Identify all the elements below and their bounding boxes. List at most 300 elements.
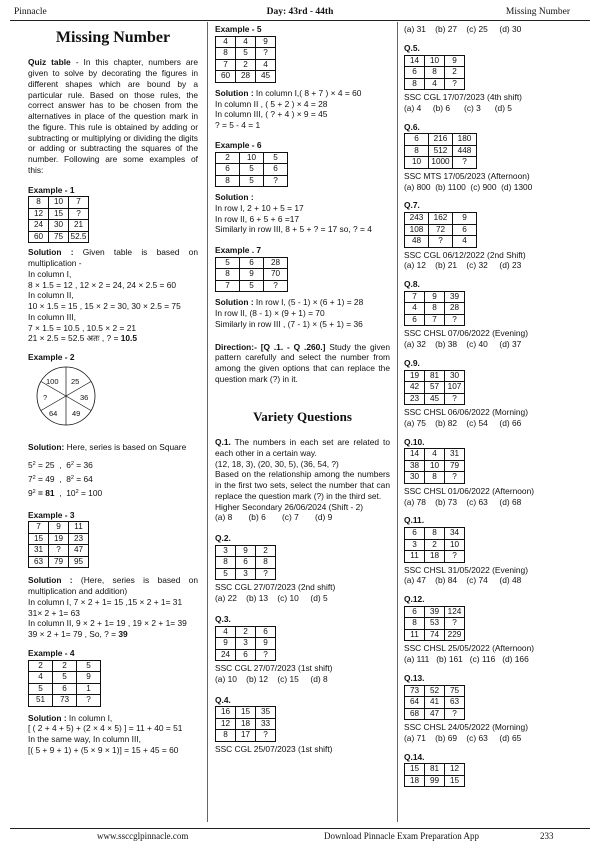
table-cell: 4 xyxy=(453,236,477,248)
table-cell: 5 xyxy=(29,683,53,695)
table-cell: 4 xyxy=(425,449,445,461)
question-source: SSC CHSL 06/06/2022 (Morning) xyxy=(404,407,528,417)
table-cell: 15 xyxy=(29,533,49,545)
table-cell: 8 xyxy=(216,557,236,569)
table-cell: 45 xyxy=(425,393,445,405)
solution-answer: 10.5 xyxy=(120,333,138,344)
table-cell: 31 xyxy=(445,449,465,461)
page-number: 233 xyxy=(540,831,554,841)
section-title: Variety Questions xyxy=(253,408,352,424)
table-row xyxy=(29,197,89,209)
table-cell: ? xyxy=(256,649,276,661)
table-cell: 10 xyxy=(240,152,264,164)
table-row xyxy=(405,134,477,146)
question-source: SSC CHSL 07/06/2022 (Evening) xyxy=(404,328,528,339)
table-row xyxy=(405,460,465,472)
solution-line: In column I, xyxy=(28,268,72,279)
page-footer xyxy=(0,828,600,848)
example-4-table xyxy=(28,660,101,707)
table-cell: ? xyxy=(445,78,465,90)
table-row xyxy=(216,269,288,281)
footer-website-link[interactable]: www.ssccglpinnacle.com xyxy=(97,831,189,841)
table-cell: 8 xyxy=(405,145,429,157)
table-cell: 41 xyxy=(425,697,445,709)
table-cell: 31 xyxy=(29,545,49,557)
table-cell: 2 xyxy=(425,539,445,551)
table-row xyxy=(405,606,465,618)
question-11-label: Q.11. xyxy=(404,515,425,526)
question-5-label: Q.5. xyxy=(404,42,420,53)
table-row xyxy=(405,314,465,326)
table-row xyxy=(216,649,276,661)
question-12-table xyxy=(404,606,465,642)
solution-label: Solution : xyxy=(215,297,254,308)
table-cell: 21 xyxy=(69,220,89,232)
table-cell: ? xyxy=(429,236,453,248)
table-cell: 68 xyxy=(405,708,425,720)
circle-value: 36 xyxy=(80,392,89,402)
question-source: SSC CGL 27/07/2023 (1st shift) xyxy=(215,663,333,674)
table-row xyxy=(405,393,465,405)
question-options: (a) 12 (b) 21 (c) 32 (d) 23 xyxy=(404,260,522,271)
question-source: SSC CHSL 31/05/2022 (Evening) xyxy=(404,564,528,575)
table-row xyxy=(216,626,276,638)
solution-line: In column III, xyxy=(28,311,76,322)
table-cell: 10 xyxy=(405,157,429,169)
table-row xyxy=(29,533,89,545)
table-cell: 7 xyxy=(405,291,425,303)
solution-line: In row I, 2 + 10 + 5 = 17 xyxy=(215,202,304,213)
question-4-label: Q.4. xyxy=(215,694,231,705)
table-cell: 23 xyxy=(69,533,89,545)
question-options: (a) 800 (b) 1100 (c) 900 (d) 1300 xyxy=(404,181,533,192)
table-cell: 4 xyxy=(405,303,425,315)
circle-value: 49 xyxy=(72,408,81,418)
solution-line: In the same way, In column III, xyxy=(28,734,141,745)
example-1-label: Example - 1 xyxy=(28,184,75,195)
table-cell: 3 xyxy=(236,568,256,580)
table-row xyxy=(216,48,276,60)
table-row xyxy=(405,708,465,720)
table-cell: 8 xyxy=(425,528,445,540)
table-cell: 5 xyxy=(236,48,256,60)
table-cell: 4 xyxy=(216,36,236,48)
table-cell: 8 xyxy=(256,557,276,569)
column-divider xyxy=(397,22,398,822)
circle-value: ? xyxy=(43,392,48,402)
table-row xyxy=(29,231,89,243)
header-day: Day: 43rd - 44th xyxy=(266,7,334,17)
table-cell: 12 xyxy=(216,718,236,730)
table-cell: ? xyxy=(264,175,288,187)
table-row xyxy=(29,208,89,220)
table-cell: 6 xyxy=(264,164,288,176)
table-cell: 15 xyxy=(405,764,425,776)
table-cell: 448 xyxy=(453,145,477,157)
solution-label: Solution: xyxy=(28,441,65,452)
table-cell: ? xyxy=(453,157,477,169)
solution-line: In column I, xyxy=(66,712,113,723)
table-cell: 60 xyxy=(216,71,236,83)
table-cell: 73 xyxy=(405,685,425,697)
example-7-solution xyxy=(215,297,390,329)
question-options: (a) 47 (b) 84 (c) 74 (d) 48 xyxy=(404,575,522,586)
table-cell: 6 xyxy=(240,257,264,269)
table-cell: 108 xyxy=(405,224,429,236)
table-cell: 30 xyxy=(445,370,465,382)
example-3-solution xyxy=(28,575,198,640)
table-row xyxy=(29,695,101,707)
header-brand: Pinnacle xyxy=(14,7,47,17)
solution-line: 39 × 2 + 1= 79 , So, ? = xyxy=(28,629,119,640)
direction-text: Study the given pattern carefully and select the number from among the given options that can replace the question mark (?) in it. xyxy=(215,341,391,384)
intro-paragraph xyxy=(28,57,198,175)
header-rule xyxy=(10,20,590,21)
solution-line: 7 × 1.5 = 10.5 , 10.5 × 2 = 21 xyxy=(28,322,137,333)
table-cell: 8 xyxy=(216,730,236,742)
table-row xyxy=(405,764,465,776)
question-2-label: Q.2. xyxy=(215,533,231,544)
table-cell: ? xyxy=(445,708,465,720)
question-8-label: Q.8. xyxy=(404,279,420,289)
table-row xyxy=(216,152,288,164)
table-cell: 2 xyxy=(53,660,77,672)
table-cell: 8 xyxy=(425,472,445,484)
table-row xyxy=(216,36,276,48)
table-cell: 243 xyxy=(405,213,429,225)
question-2-table xyxy=(215,545,276,581)
table-cell: 9 xyxy=(453,213,477,225)
table-cell: ? xyxy=(445,551,465,563)
table-cell: 9 xyxy=(256,638,276,650)
table-row xyxy=(405,697,465,709)
table-row xyxy=(29,220,89,232)
solution-line: In row II, 6 + 5 + 6 =17 xyxy=(215,213,300,224)
footer-app-promo: Download Pinnacle Exam Preparation App xyxy=(324,831,479,841)
table-cell: 53 xyxy=(425,618,445,630)
question-options: (a) 78 (b) 73 (c) 63 (d) 68 xyxy=(404,496,522,507)
table-cell: 124 xyxy=(445,606,465,618)
table-cell: 99 xyxy=(425,775,445,787)
table-cell: ? xyxy=(445,393,465,405)
question-7-label: Q.7. xyxy=(404,200,420,211)
table-cell: 95 xyxy=(69,556,89,568)
table-cell: 3 xyxy=(405,539,425,551)
solution-line: Similarly in row III, 8 + 5 + ? = 17 so, ? = 4 xyxy=(215,224,372,235)
question-options: (a) 32 (b) 38 (c) 40 (d) 37 xyxy=(404,339,522,349)
table-cell: 6 xyxy=(405,134,429,146)
question-6-label: Q.6. xyxy=(404,121,420,132)
table-cell: 5 xyxy=(216,257,240,269)
table-cell: 11 xyxy=(69,522,89,534)
example-7-label: Example . 7 xyxy=(215,245,262,255)
table-cell: 57 xyxy=(425,382,445,394)
question-14-label: Q.14. xyxy=(404,751,425,762)
table-cell: 19 xyxy=(49,533,69,545)
table-row xyxy=(405,67,465,79)
table-cell: 107 xyxy=(445,382,465,394)
table-cell: 45 xyxy=(256,71,276,83)
table-cell: 2 xyxy=(216,152,240,164)
table-row xyxy=(405,449,465,461)
table-cell: 75 xyxy=(445,685,465,697)
table-cell: 11 xyxy=(405,551,425,563)
table-row xyxy=(216,257,288,269)
question-options: (a) 4 (b) 6 (c) 3 (d) 5 xyxy=(404,102,512,113)
table-row xyxy=(405,157,477,169)
solution-line: In column II, 9 × 2 + 1= 19 , 19 × 2 + 1= 39 xyxy=(28,618,187,629)
table-cell: 72 xyxy=(429,224,453,236)
question-9-label: Q.9. xyxy=(404,357,420,368)
question-options: (a) 71 (b) 69 (c) 63 (d) 65 xyxy=(404,732,522,743)
example-4-label: Example - 4 xyxy=(28,647,75,658)
table-row xyxy=(405,303,465,315)
solution-line: In column III, ( ? + 4 ) × 9 = 45 xyxy=(215,109,328,120)
question-8-table xyxy=(404,291,465,327)
table-row xyxy=(405,224,477,236)
table-row xyxy=(405,55,465,67)
table-cell: 6 xyxy=(405,314,425,326)
table-row xyxy=(405,78,465,90)
table-cell: 47 xyxy=(69,545,89,557)
example-3-label: Example - 3 xyxy=(28,509,75,520)
question-3-label: Q.3. xyxy=(215,613,231,624)
square-line: $5^2 = 25$ , $6^2 = 36$ xyxy=(28,459,93,470)
table-cell: 63 xyxy=(29,556,49,568)
solution-line: ? = 5 - 4 = 1 xyxy=(215,120,261,130)
table-cell: 9 xyxy=(49,522,69,534)
square-line: $9^2 = 81$ , $10^2 = 100$ xyxy=(28,488,103,499)
table-cell: 7 xyxy=(425,314,445,326)
table-cell: 5 xyxy=(77,660,101,672)
table-cell: 24 xyxy=(29,220,49,232)
question-13-table xyxy=(404,685,465,721)
column-right xyxy=(404,24,582,789)
table-cell: 70 xyxy=(264,269,288,281)
direction-label: Direction:- [Q .1. - Q .260.] xyxy=(215,341,326,352)
table-cell: 16 xyxy=(216,707,236,719)
question-10-label: Q.10. xyxy=(404,436,425,447)
table-row xyxy=(216,164,288,176)
table-row xyxy=(216,638,276,650)
table-cell: 12 xyxy=(445,764,465,776)
table-cell: 6 xyxy=(53,683,77,695)
table-cell: 3 xyxy=(216,545,236,557)
solution-line: In row II, (8 - 1) × (9 + 1) = 70 xyxy=(215,308,325,318)
table-row xyxy=(405,291,465,303)
table-row xyxy=(405,145,477,157)
table-cell: 30 xyxy=(405,472,425,484)
table-row xyxy=(29,556,89,568)
table-cell: 2 xyxy=(236,59,256,71)
table-cell: 18 xyxy=(405,775,425,787)
question-options: (a) 22 (b) 13 (c) 10 (d) 5 xyxy=(215,593,328,604)
table-cell: 60 xyxy=(29,231,49,243)
circle-value: 64 xyxy=(49,408,58,418)
table-cell: 28 xyxy=(445,303,465,315)
table-row xyxy=(29,522,89,534)
table-cell: 6 xyxy=(236,649,256,661)
table-cell: 28 xyxy=(264,257,288,269)
page-title: Missing Number xyxy=(55,29,171,46)
table-cell: 73 xyxy=(53,695,77,707)
table-row xyxy=(216,175,288,187)
table-cell: 15 xyxy=(445,775,465,787)
table-row xyxy=(405,775,465,787)
table-cell: 10 xyxy=(49,197,69,209)
table-cell: 52 xyxy=(425,685,445,697)
table-row xyxy=(29,672,101,684)
table-cell: 15 xyxy=(49,208,69,220)
solution-line: (Here, series is based on multiplication and addition) xyxy=(28,575,198,597)
table-cell: 51 xyxy=(29,695,53,707)
table-cell: 8 xyxy=(425,67,445,79)
table-cell: 9 xyxy=(425,291,445,303)
table-cell: 15 xyxy=(236,707,256,719)
question-5-table xyxy=(404,55,465,91)
question-options: (a) 111 (b) 161 (c) 116 (d) 166 xyxy=(404,654,529,664)
direction-paragraph xyxy=(215,342,390,385)
example-3-table xyxy=(28,521,89,568)
table-cell: 6 xyxy=(453,224,477,236)
table-cell: 4 xyxy=(256,59,276,71)
table-cell: 9 xyxy=(236,545,256,557)
question-1 xyxy=(215,437,390,523)
question-label: Q.1. xyxy=(215,437,231,448)
table-cell: 48 xyxy=(405,236,429,248)
solution-label: Solution : xyxy=(215,192,254,202)
table-row xyxy=(405,213,477,225)
table-cell: 18 xyxy=(236,718,256,730)
table-cell: 8 xyxy=(216,269,240,281)
table-row xyxy=(405,618,465,630)
table-row xyxy=(216,707,276,719)
table-cell: 6 xyxy=(405,528,425,540)
solution-line: 8 × 1.5 = 12 , 12 × 2 = 24, 24 × 2.5 = 60 xyxy=(28,279,177,290)
table-row xyxy=(216,71,276,83)
table-cell: 8 xyxy=(29,197,49,209)
table-row xyxy=(216,545,276,557)
solution-label: Solution : xyxy=(28,247,74,258)
header-topic: Missing Number xyxy=(505,7,570,17)
table-cell: 3 xyxy=(236,638,256,650)
table-cell: 5 xyxy=(53,672,77,684)
table-row xyxy=(405,382,465,394)
question-3-table xyxy=(215,626,276,662)
intro-text: - In this chapter, numbers are given to solve by decorating the figures in different shapes which are bound by a particular rule. Based on those rules, the correct answer has to be chosen from the alternatives in place of the question mark in the figure. This rule is obtained by adding or subtracting or multiplying or dividing the digits or adding or subtracting the squares of the number. Following are some examples of this: xyxy=(28,57,198,175)
question-sets: (12, 18, 3), (20, 30, 5), (36, 54, ?) xyxy=(215,458,339,469)
page-header xyxy=(0,0,600,22)
solution-line: Given table is based on multiplication - xyxy=(28,247,198,269)
table-cell: 10 xyxy=(425,55,445,67)
table-row xyxy=(216,59,276,71)
solution-line: [( 5 + 9 + 1) + (5 × 9 × 1)] = 15 + 45 = 60 xyxy=(28,744,179,755)
table-row xyxy=(405,236,477,248)
table-cell: 18 xyxy=(425,551,445,563)
table-cell: 5 xyxy=(240,280,264,292)
question-9-table xyxy=(404,370,465,406)
table-cell: 14 xyxy=(405,55,425,67)
table-cell: 24 xyxy=(216,649,236,661)
question-source: SSC CHSL 25/05/2022 (Afternoon) xyxy=(404,643,535,654)
question-4-table xyxy=(215,706,276,742)
solution-label: Solution : xyxy=(215,87,254,98)
solution-answer: 39 xyxy=(118,629,128,640)
table-cell: 229 xyxy=(445,629,465,641)
column-middle xyxy=(215,24,390,755)
solution-line: In column II, xyxy=(28,290,74,301)
circle-value: 100 xyxy=(46,376,59,386)
table-row xyxy=(405,370,465,382)
intro-label: Quiz table xyxy=(28,57,71,68)
table-row xyxy=(29,683,101,695)
table-cell: 34 xyxy=(445,528,465,540)
table-cell: ? xyxy=(445,472,465,484)
table-cell: 17 xyxy=(236,730,256,742)
table-cell: 512 xyxy=(429,145,453,157)
table-cell: 39 xyxy=(425,606,445,618)
table-cell: 7 xyxy=(69,197,89,209)
table-cell: 7 xyxy=(29,522,49,534)
example-6-table xyxy=(215,152,288,188)
table-cell: ? xyxy=(69,208,89,220)
footer-rule xyxy=(10,828,590,829)
table-cell: ? xyxy=(445,314,465,326)
table-cell: ? xyxy=(445,618,465,630)
table-cell: 4 xyxy=(29,672,53,684)
table-cell: 2 xyxy=(256,545,276,557)
solution-line: In row I, (5 - 1) × (6 + 1) = 28 xyxy=(253,297,364,308)
table-row xyxy=(405,539,465,551)
solution-label: Solution : xyxy=(28,575,73,586)
table-cell: 9 xyxy=(216,638,236,650)
table-cell: 6 xyxy=(405,67,425,79)
table-cell: ? xyxy=(256,568,276,580)
table-row xyxy=(405,685,465,697)
table-cell: ? xyxy=(256,730,276,742)
table-row xyxy=(216,280,288,292)
table-cell: 8 xyxy=(405,78,425,90)
table-row xyxy=(405,629,465,641)
table-cell: 5 xyxy=(240,164,264,176)
table-cell: 81 xyxy=(425,764,445,776)
question-text: The numbers in each set are related to each other in a certain way. xyxy=(215,437,390,458)
solution-label: Solution : xyxy=(28,712,67,723)
example-1-solution xyxy=(28,247,198,344)
example-6-solution xyxy=(215,192,390,235)
example-2-circle-figure xyxy=(36,366,96,426)
table-cell: 74 xyxy=(425,629,445,641)
table-cell: 4 xyxy=(216,626,236,638)
table-cell: ? xyxy=(256,48,276,60)
question-source: SSC CGL 25/07/2023 (1st shift) xyxy=(215,743,333,754)
table-cell: 19 xyxy=(405,370,425,382)
table-cell: 2 xyxy=(445,67,465,79)
table-cell: 6 xyxy=(405,606,425,618)
column-divider xyxy=(207,22,208,822)
table-row xyxy=(405,472,465,484)
question-13-label: Q.13. xyxy=(404,672,425,683)
table-cell: 2 xyxy=(29,660,53,672)
solution-line: 10 × 1.5 = 15 , 15 × 2 = 30, 30 × 2.5 = 75 xyxy=(28,301,181,312)
table-cell: 63 xyxy=(445,697,465,709)
table-cell: 28 xyxy=(236,71,256,83)
table-cell: 38 xyxy=(405,460,425,472)
table-cell: 6 xyxy=(216,164,240,176)
question-source: Higher Secondary 26/06/2024 (Shift - 2) xyxy=(215,501,364,512)
solution-line: In column II , ( 5 + 2 ) × 4 = 28 xyxy=(215,98,328,109)
table-cell: 7 xyxy=(216,280,240,292)
